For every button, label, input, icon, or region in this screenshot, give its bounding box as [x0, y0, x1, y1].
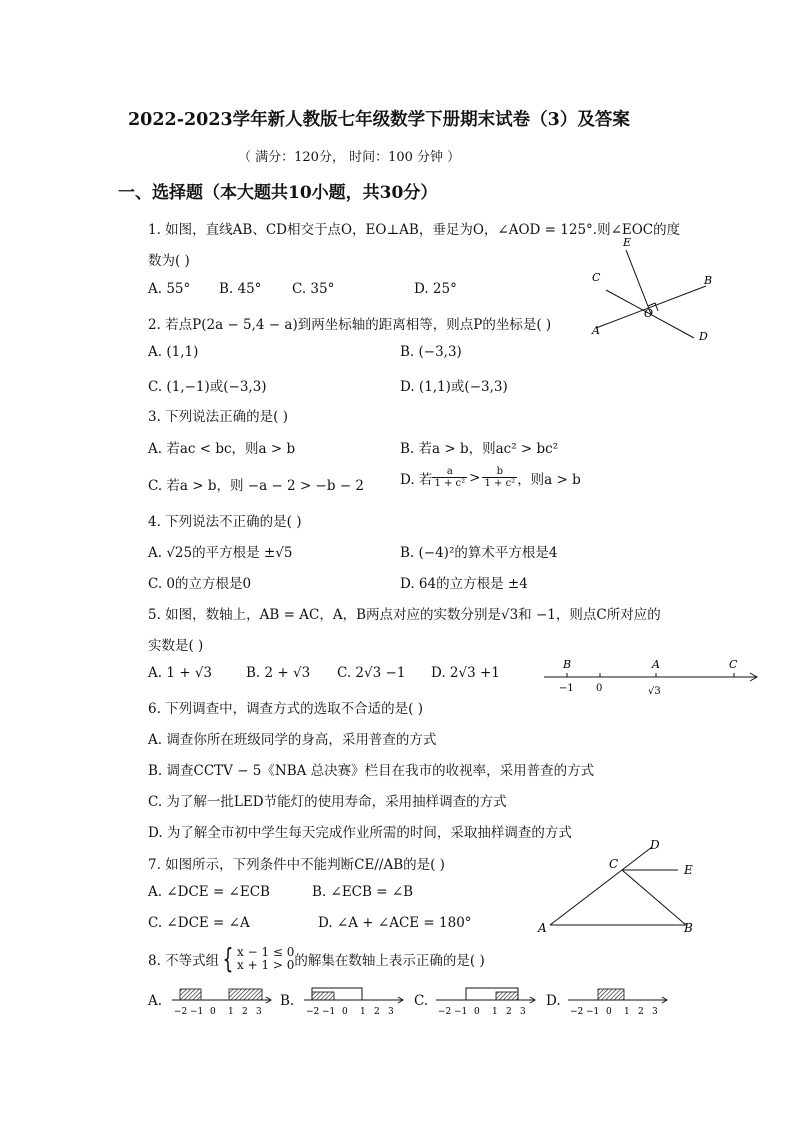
q3-option-c: C. 若a > b，则 −a − 2 > −b − 2 — [148, 478, 364, 494]
q8-system-line1: x − 1 ≤ 0 — [237, 945, 295, 959]
q8c-shade — [496, 992, 518, 1000]
q8b-tick-3: 3 — [388, 1007, 394, 1017]
q6-option-b: B. 调查CCTV − 5《NBA 总决赛》栏目在我市的收视率，采用普查的方式 — [148, 763, 595, 779]
q3-option-d-prefix: D. 若 — [400, 471, 433, 488]
q4-stem: 4. 下列说法不正确的是( ) — [148, 514, 302, 530]
q8-option-d-number-line — [566, 984, 670, 1018]
q7-label-a: A — [538, 921, 547, 935]
q3-fraction-left — [432, 466, 467, 489]
section-heading: 一、选择题（本大题共10小题，共30分） — [118, 183, 438, 203]
q6-option-a: A. 调查你所在班级同学的身高，采用普查的方式 — [148, 732, 437, 748]
q7-line-ac — [550, 870, 622, 925]
q1-option-d: D. 25° — [414, 281, 457, 297]
q7-option-d: D. ∠A + ∠ACE = 180° — [318, 915, 472, 931]
q8b-tick-neg2: −2 — [306, 1007, 320, 1017]
q8d-tick-1: 1 — [624, 1007, 630, 1017]
q8d-tick-neg1: −1 — [586, 1007, 600, 1017]
q1-label-b: B — [704, 274, 713, 287]
q5-tick-label-neg1: −1 — [559, 683, 574, 694]
q8a-tick-neg1: −1 — [190, 1007, 204, 1017]
q2-option-a: A. (1,1) — [148, 344, 199, 360]
q8a-tick-0: 0 — [210, 1007, 216, 1017]
q8d-tick-0: 0 — [606, 1007, 612, 1017]
q8-option-a-number-line — [170, 984, 274, 1018]
q7-option-a: A. ∠DCE = ∠ECB — [148, 884, 270, 900]
q7-option-c: C. ∠DCE = ∠A — [148, 915, 250, 931]
q8-system-line2: x + 1 > 0 — [237, 958, 295, 972]
q8b-tick-1: 1 — [360, 1007, 366, 1017]
q1-option-b: B. 45° — [219, 281, 262, 297]
q6-option-c: C. 为了解一批LED节能灯的使用寿命，采用抽样调查的方式 — [148, 794, 507, 810]
q5-stem-line1: 5. 如图，数轴上，AB = AC，A，B两点对应的实数分别是√3和 −1，则点C所对应的 — [148, 607, 661, 623]
q8d-tick-neg2: −2 — [570, 1007, 584, 1017]
q8c-tick-neg1: −1 — [454, 1007, 468, 1017]
q8-inequality-system — [219, 942, 295, 975]
q1-option-c: C. 35° — [292, 281, 335, 297]
q8a-tick-2: 2 — [242, 1007, 248, 1017]
q8c-tick-0: 0 — [474, 1007, 480, 1017]
q8-option-c-letter: C. — [414, 993, 429, 1009]
q8b-tick-2: 2 — [374, 1007, 380, 1017]
q4-option-a: A. √25的平方根是 ±√5 — [148, 545, 293, 561]
q8a-shade-right — [229, 989, 262, 1000]
q4-option-d: D. 64的立方根是 ±4 — [400, 576, 528, 592]
q7-label-b: B — [684, 921, 693, 935]
q8-option-d-letter: D. — [546, 993, 561, 1009]
q3-fraction-right-num: b — [482, 466, 517, 478]
q5-label-b: B — [563, 658, 572, 671]
q1-label-d: D — [699, 330, 708, 343]
q8-stem-suffix: 的解集在数轴上表示正确的是( ) — [294, 953, 485, 969]
q8-stem-prefix: 8. 不等式组 — [148, 953, 220, 969]
q8b-ticks — [306, 1007, 394, 1017]
q8a-shade-left — [180, 989, 201, 1000]
q7-option-b: B. ∠ECB = ∠B — [312, 884, 414, 900]
q8a-tick-3: 3 — [256, 1007, 262, 1017]
q8b-shade — [312, 992, 334, 1000]
q1-stem-line2: 数为( ) — [148, 253, 190, 269]
q1-stem-line1: 1. 如图，直线AB、CD相交于点O，EO⊥AB，垂足为O，∠AOD = 125°.则∠EOC的度 — [148, 222, 681, 238]
q3-option-d-gt: > — [469, 469, 481, 486]
q4-option-c: C. 0的立方根是0 — [148, 576, 252, 592]
q8b-tick-0: 0 — [342, 1007, 348, 1017]
q5-option-d: D. 2√3 +1 — [431, 665, 500, 681]
q5-stem-line2: 实数是( ) — [148, 638, 204, 654]
q8-brace: { — [222, 942, 234, 975]
q5-tick-label-0: 0 — [596, 683, 603, 694]
q2-option-d: D. (1,1)或(−3,3) — [400, 379, 508, 395]
q8c-tick-2: 2 — [506, 1007, 512, 1017]
q3-option-b: B. 若a > b，则ac² > bc² — [400, 441, 559, 457]
q3-fraction-right — [482, 466, 517, 489]
q4-option-b: B. (−4)²的算术平方根是4 — [400, 545, 558, 561]
q8-stem — [148, 942, 485, 975]
q8d-shade — [598, 989, 624, 1000]
q8-system-lines — [237, 946, 294, 972]
q2-stem: 2. 若点P(2a − 5,4 − a)到两坐标轴的距离相等，则点P的坐标是( ) — [148, 317, 552, 333]
q2-option-c: C. (1,−1)或(−3,3) — [148, 379, 267, 395]
q8c-tick-3: 3 — [520, 1007, 526, 1017]
q8-option-b-letter: B. — [280, 993, 295, 1009]
q3-stem: 3. 下列说法正确的是( ) — [148, 409, 288, 425]
q6-option-d: D. 为了解全市初中学生每天完成作业所需的时间，采取抽样调查的方式 — [148, 825, 572, 841]
page-subtitle: （ 满分：120分， 时间：100 分钟 ） — [238, 150, 461, 165]
q7-line-cb — [622, 870, 686, 925]
q7-figure — [534, 834, 704, 938]
q3-option-d — [400, 466, 581, 489]
q8c-tick-neg2: −2 — [438, 1007, 452, 1017]
q5-label-c: C — [729, 658, 738, 671]
q8c-tick-1: 1 — [492, 1007, 498, 1017]
q8c-ticks — [438, 1007, 526, 1017]
q5-option-c: C. 2√3 −1 — [337, 665, 406, 681]
q8b-tick-neg1: −1 — [322, 1007, 336, 1017]
q5-label-a: A — [652, 658, 660, 671]
q1-option-a: A. 55° — [148, 281, 191, 297]
q7-stem: 7. 如图所示，下列条件中不能判断CE//AB的是( ) — [148, 857, 445, 873]
q1-figure — [582, 232, 722, 344]
q8d-tick-2: 2 — [638, 1007, 644, 1017]
q7-line-cd — [622, 847, 652, 870]
q1-label-c: C — [592, 271, 601, 284]
q5-option-b: B. 2 + √3 — [246, 665, 311, 681]
q3-option-a: A. 若ac < bc，则a > b — [148, 441, 296, 457]
q3-option-d-suffix: ，则a > b — [517, 471, 581, 488]
q8a-tick-1: 1 — [228, 1007, 234, 1017]
q3-fraction-right-den: 1 + c² — [484, 478, 516, 489]
q8a-tick-neg2: −2 — [174, 1007, 188, 1017]
q8-option-a-letter: A. — [148, 993, 163, 1009]
page-title: 2022-2023学年新人教版七年级数学下册期末试卷（3）及答案 — [128, 110, 630, 130]
q5-number-line — [538, 654, 764, 700]
q1-label-a: A — [592, 324, 600, 337]
q1-label-o: O — [644, 307, 654, 320]
q7-label-d: D — [650, 838, 660, 852]
q5-tick-label-sqrt3: √3 — [648, 686, 661, 697]
q7-label-e: E — [684, 863, 693, 877]
q8d-tick-3: 3 — [652, 1007, 658, 1017]
q7-label-c: C — [609, 857, 619, 871]
q1-line-eo — [626, 250, 651, 314]
q8d-ticks — [570, 1007, 658, 1017]
q3-fraction-left-num: a — [432, 466, 467, 478]
q5-option-a: A. 1 + √3 — [148, 665, 213, 681]
q8a-ticks — [174, 1007, 262, 1017]
q6-stem: 6. 下列调查中，调查方式的选取不合适的是( ) — [148, 701, 423, 717]
q8-option-b-number-line — [302, 984, 406, 1018]
q2-option-b: B. (−3,3) — [400, 344, 462, 360]
q3-fraction-left-den: 1 + c² — [434, 478, 466, 489]
q8-option-c-number-line — [434, 984, 538, 1018]
q1-label-e: E — [623, 236, 632, 249]
